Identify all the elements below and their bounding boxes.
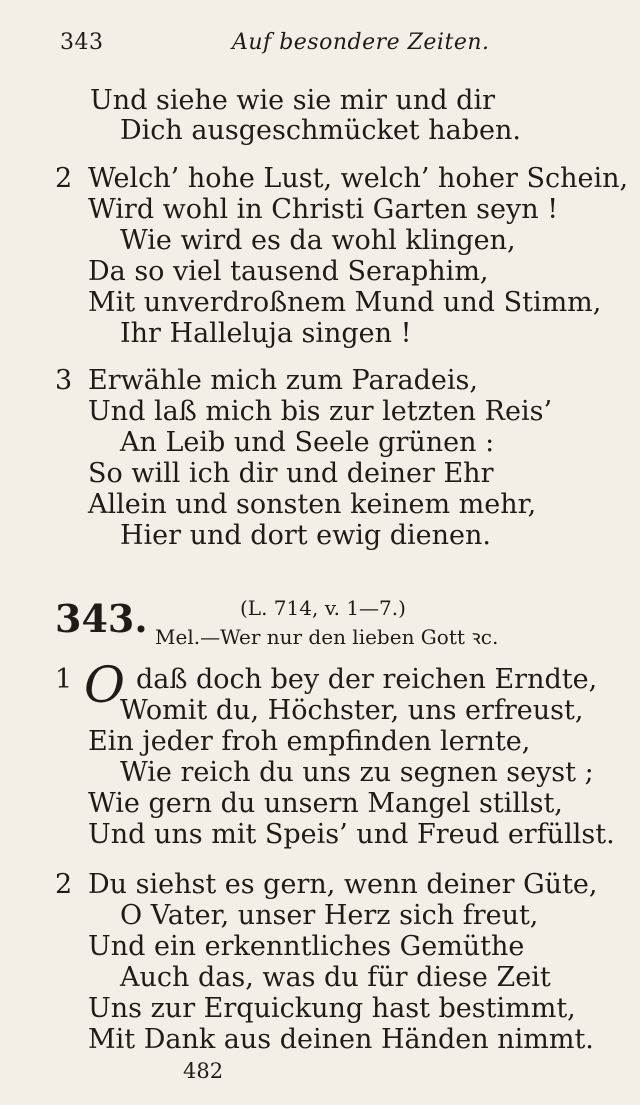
verse-line: Welch’ hohe Lust, welch’ hoher Schein, [88,163,629,194]
verse-number: 3 [55,365,73,396]
verse-line: Ein jeder froh empfinden lernte, [88,726,531,757]
verse-line: Mit Dank aus deinen Händen nimmt. [88,1024,594,1055]
verse-line: Wie gern du unsern Mangel stillst, [88,788,563,819]
header-page-number: 343 [60,30,104,55]
running-title: Auf besondere Zeiten. [232,30,490,55]
verse-line: Wie reich du uns zu segnen seyst ; [120,757,594,788]
verse-line: An Leib und Seele grünen : [120,427,495,458]
verse-line: Hier und dort ewig dienen. [120,520,491,551]
verse-number: 2 [55,869,73,900]
page-folio: 482 [183,1059,224,1083]
hymn-melody: Mel.—Wer nur den lieben Gott ꝛc. [155,625,499,649]
verse-line: O Vater, unser Herz sich freut, [120,900,539,931]
verse-line: Erwähle mich zum Paradeis, [88,365,478,396]
verse-line: Da so viel tausend Seraphim, [88,256,489,287]
drop-cap-initial: O [84,656,125,714]
verse-line: Und laß mich bis zur letzten Reis’ [88,396,553,427]
verse-line: Und ein erkenntliches Gemüthe [88,931,525,962]
verse-line: Uns zur Erquickung hast bestimmt, [88,993,576,1024]
hymn-reference: (L. 714, v. 1—7.) [240,596,406,620]
verse-line: daß doch bey der reichen Erndte, [136,664,598,695]
verse-line: Wie wird es da wohl klingen, [120,225,516,256]
verse-line: Du siehst es gern, wenn deiner Güte, [88,869,598,900]
verse-line: Auch das, was du für diese Zeit [120,962,551,993]
verse-line: Wird wohl in Christi Garten seyn ! [88,194,559,225]
hymn-number: 343. [55,596,148,641]
verse-line: Allein und sonsten keinem mehr, [88,489,537,520]
verse-number: 1 [55,664,73,695]
verse-line: Und uns mit Speis’ und Freud erfüllst. [88,819,615,850]
verse-line: Mit unverdroßnem Mund und Stimm, [88,287,602,318]
verse-line: Ihr Halleluja singen ! [120,318,412,349]
verse-line: Dich ausgeschmücket haben. [120,115,521,146]
verse-line: Womit du, Höchster, uns erfreust, [120,695,584,726]
verse-line: So will ich dir und deiner Ehr [88,458,494,489]
verse-number: 2 [55,163,73,194]
verse-line: Und siehe wie sie mir und dir [90,85,495,116]
